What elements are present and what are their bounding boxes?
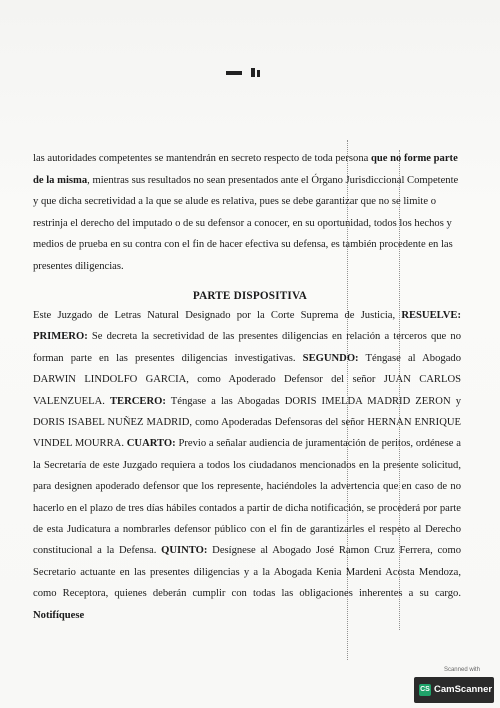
text-run: las autoridades competentes se mantendrán en secreto respecto de toda persona <box>33 153 371 164</box>
bold-run: CUARTO: <box>126 438 176 450</box>
header-mark <box>224 68 264 78</box>
text-run: Téngase al Abogado DARWIN LINDOLFO GARCIA, como Apoderado Defensor del señor JUAN CARLOS VALENZUELA. <box>33 352 461 407</box>
bold-run: que no forme parte de la misma <box>33 153 458 186</box>
text-run: Téngase a las Abogadas DORIS IMELDA MADRID ZERON y DORIS ISABEL NUÑEZ MADRID, como Apoderadas Defensoras del señor HERNAN ENRIQUE VINDEL MOURRA. <box>33 395 461 450</box>
bold-run: SEGUNDO: <box>302 352 359 364</box>
text-run: Previo a señalar audiencia de juramentación de peritos, ordénese a la Secretaría de este Juzgado requiera a todos los ciudadanos mencionados en la presente solicitud, para designen apoderado defensor que los represente, haciéndoles la advertencia que en caso de no hacerlo en el plazo de tres días hábiles contados a partir de dicha notificación, se procederá por parte de esta Judicatura a nombrarles defensor público con el fin de garantizarles el respeto al Derecho constitucional a la Defensa. <box>33 438 461 557</box>
camscanner-watermark <box>414 667 494 703</box>
watermark-name: CamScanner <box>434 684 493 695</box>
bold-run: Notifíquese <box>33 609 85 621</box>
bold-run: QUINTO: <box>161 545 208 557</box>
text-run: Se decreta la secretividad de las presentes diligencias en relación a terceros que no forman parte en las presentes diligencias investigativas. <box>33 331 461 364</box>
text-run: Desígnese al Abogado José Ramon Cruz Ferrera, como Secretario actuante en las presentes diligencias y a la Abogada Kenia Mardeni Acosta Mendoza, como Receptora, quienes deberán cumplir con todas las obligaciones inherentes a su cargo. <box>33 545 461 600</box>
paragraph-continuation <box>33 148 461 278</box>
camscanner-logo-icon: CS <box>419 684 431 696</box>
text-run: , mientras sus resultados no sean presentados ante el Órgano Jurisdiccional Competente y que dicha secretividad a la que se alude es relativa, pues se debe garantizar que no se limite o restrinja el derecho del imputado o de su defensor a conocer, en su oportunidad, todos los hechos y medios de prueba en su contra con el fin de hacer efectiva su defensa, es también procedente en las presentes diligencias. <box>33 174 459 272</box>
bold-run: TERCERO: <box>109 395 166 407</box>
section-heading: PARTE DISPOSITIVA <box>192 290 308 302</box>
text-run: Este Juzgado de Letras Natural Designado por la Corte Suprema de Justicia, <box>33 310 402 321</box>
bold-run: RESUELVE: PRIMERO: <box>33 310 461 343</box>
watermark-caption: Scanned with <box>443 667 480 673</box>
paragraph-resolution <box>33 305 461 626</box>
